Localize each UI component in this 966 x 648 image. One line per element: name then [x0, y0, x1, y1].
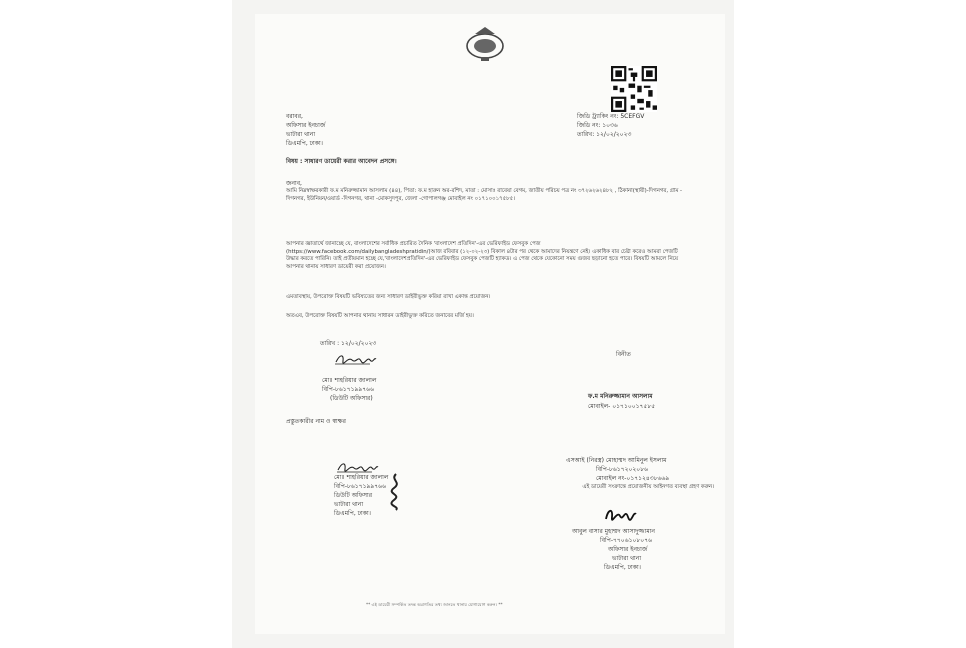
gd-tracking: জিডি ট্র্যাকিং নং: 5CEFGV — [577, 113, 645, 120]
oc-name: আবুল বাসার মুহাম্মদ আসাদুজ্জামান — [572, 528, 655, 535]
gd-date: তারিখ: ১২/০২/২০২৩ — [577, 131, 632, 138]
closing-word: বিনীত — [616, 351, 631, 358]
si-instruction: এই ডায়েরী সংক্রান্তে প্রয়োজনীয় আইনগত ব্যবস্থা গ্রহণ করুন। — [582, 484, 714, 490]
preparer-date: তারিখ : ১২/০২/২০২৩ — [320, 340, 377, 347]
footer-note: ** এই ডায়েরী সম্পর্কিত তদন্ত অগ্রগতির তথ্য জানতে থানায় যোগাযোগ করুন। ** — [366, 602, 503, 607]
recipient-line-2: অফিসার ইনচার্জ — [286, 122, 326, 129]
recipient-line-4: ডিএমপি, ঢাকা। — [286, 140, 323, 147]
preparer-name: মোঃ শাহরিয়ার জালাল — [322, 377, 377, 384]
preparer-role: (ডিউটি অফিসার) — [330, 395, 373, 402]
applicant-mobile: মোবাইল- ০১৭১০০১৭৫৮৫ — [588, 403, 656, 410]
gd-number: জিডি নং: ১০৩৬ — [577, 122, 618, 129]
duty-officer-signature — [334, 352, 378, 366]
si-mobile: মোবাইল নং-০১৭১২৪৩৮৬৬৯ — [596, 475, 670, 482]
oc-bp: বিপি-৭৭০৬১০৮০৭৬ — [600, 537, 653, 544]
applicant-name: ফ.ম মনিরুজ্জামান আসলাম — [588, 393, 653, 400]
paragraph-applicant-details: আমি নিম্নস্বাক্ষরকারী ফ.ম মনিরুজ্জামান আসলাম (৪৪), পিতা: ফ.ম হারুন অর-রশিদ, মাতা : মোসাঃ রাবেয়া বেগম, জাতীয় পরিচয় পত্র নং ৩৭২৬২৬২৪৮২ , ঠিকানা(স্থায়ী)-দিগনগর, গ্রাম - দিগনগর, ইউনিয়ন/ওয়ার্ড -দিগনগর, থানা -মোকসুদপুর, জেলা -গোপালগঞ্জ মোবাইল নং ০১৭১০০১৭৫৮৫। — [286, 188, 683, 202]
preparer-bp: বিপি-৮৬১৭১৯৯৭৬৬ — [322, 386, 374, 393]
recipient-line-3: ভাটারা থানা — [286, 131, 316, 138]
duty-officer-station: ভাটারা থানা — [334, 501, 364, 508]
oc-station: ভাটারা থানা — [612, 555, 642, 562]
oc-role: অফিসার ইনচার্জ — [608, 546, 648, 553]
duty-officer-signature-2 — [336, 460, 380, 474]
duty-officer-name: মোঃ শাহরিয়ার জালাল — [334, 474, 389, 481]
duty-officer-role: ডিউটি অফিসার — [334, 492, 373, 499]
salutation: জনাব, — [286, 180, 302, 187]
preparer-caption: প্রস্তুতকারীর নাম ও স্বাক্ষর — [286, 418, 346, 425]
paragraph-request: এমতাবস্থায়, উপরোক্ত বিষয়টি ভবিষ্যতের জন্য সাধারণ ডাইরীভুক্ত করিয়া রাখা একান্ত প্রয়োজন। — [286, 294, 491, 300]
scribble-mark — [388, 472, 404, 512]
si-name: এসআই (নিরস্ত্র) মোহাম্মদ আমিনুল ইসলাম — [566, 457, 667, 464]
paragraph-complaint: আপনার জ্ঞাতার্থে জানাচ্ছে যে, বাংলাদেশের সর্বাধিক প্রচারিত দৈনিক 'বাংলাদেশ প্রতিদিন'-এর ভেরিফাইড ফেসবুক পেজ (https://www.facebook.com/dailybangladeshpratidin/)আজ রবিবার (১২-০২-২৩) বিকাল ৪টার পর থেকে আমাদের নিয়ন্ত্রণে নেই। একাধিক বার চেষ্টা করেও আমরা পেজটি উদ্ধার করতে পারিনি। তাই প্রতীয়মান হচ্ছে যে,'বাংলাদেশপ্রতিদিন'-এর ভেরিফাইড ফেসবুক পেজটি হ্যাকড। এ পেজ থেকে যেকোনো সময় গুজব ছড়ানো হতে পারে। বিষয়টি আমলে নিয়ে আপনার থানায় সাধারণ ডায়েরী করা প্রয়োজন। — [286, 241, 679, 270]
police-emblem-icon — [461, 24, 509, 64]
si-bp: বিপি-৮৬১৭২০২০৮৬ — [596, 466, 648, 473]
oc-dmp: ডিএমপি, ঢাকা। — [604, 564, 641, 571]
recipient-line-1: বরাবর, — [286, 113, 303, 120]
duty-officer-dmp: ডিএমপি, ঢাকা। — [334, 510, 371, 517]
qr-code-icon[interactable] — [611, 66, 657, 112]
duty-officer-bp: বিপি-৮৬১৭১৯৯৭৬৬ — [334, 483, 386, 490]
paragraph-closing-request: অতএব, উপরোক্ত বিষয়টি আপনার থানায় সাধারন ডাইরীভুক্ত করিতে জনাবের মর্জি হয়। — [286, 313, 474, 319]
subject-line: বিষয় : সাধারণ ডায়েরী করার আবেদন প্রসঙ্গে। — [286, 158, 397, 165]
officer-in-charge-signature — [604, 505, 638, 523]
